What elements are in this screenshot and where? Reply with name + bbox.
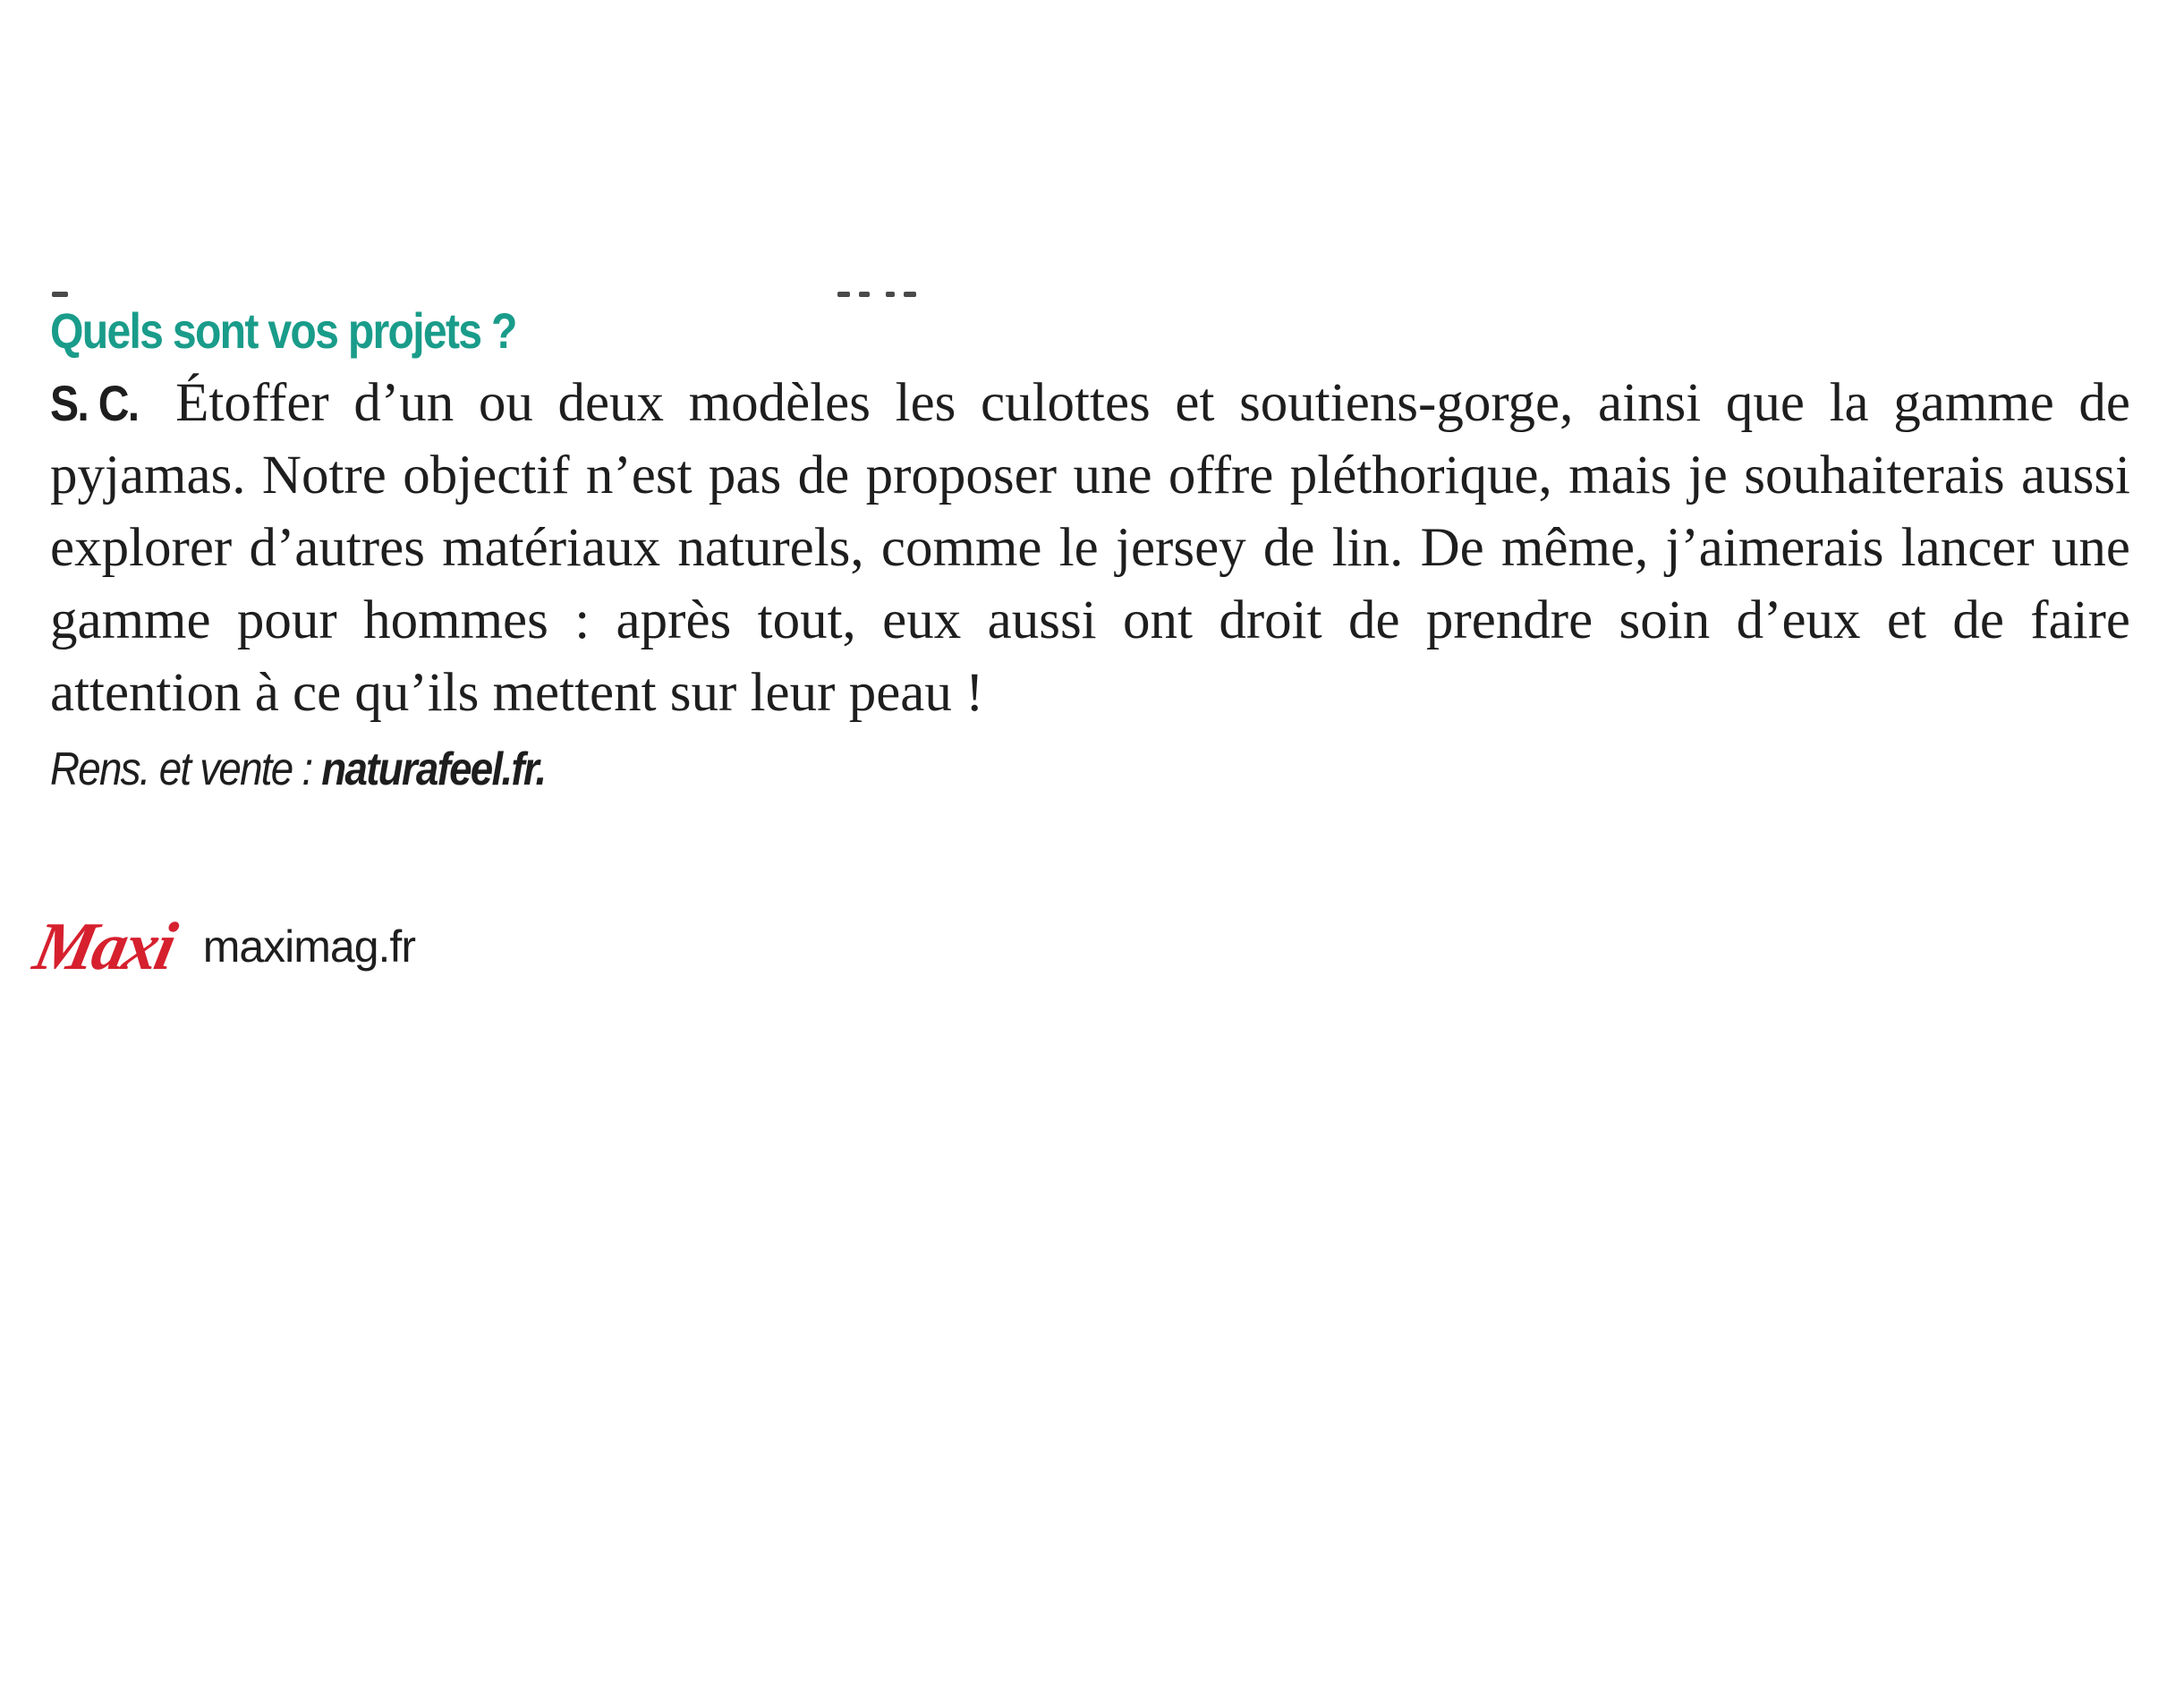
article-excerpt: [50, 295, 2130, 801]
info-label: Rens. et vente :: [50, 743, 312, 795]
footer: [28, 909, 415, 984]
info-line: [50, 738, 1881, 801]
answer-text: Étoffer d’un ou deux modèles les culottes et soutiens-gorge, ainsi que la gamme de pyjamas. Notre objectif n’est pas de proposer une offre pléthorique, mais je souhaiterais aussi explorer d’autres matériaux naturels, comme le jersey de lin. De même, j’aimerais lancer une gamme pour hommes : après tout, eux aussi ont droit de prendre soin d’eux et de faire attention à ce qu’ils mettent sur leur peau !: [50, 373, 2130, 723]
answer-paragraph: [50, 367, 2130, 729]
footer-site-link[interactable]: maximag.fr: [202, 921, 415, 972]
question-heading: Quels sont vos projets ?: [50, 302, 516, 359]
answer-initials: S. C.: [50, 375, 139, 431]
info-site-link[interactable]: naturafeel.fr.: [321, 743, 546, 795]
maxi-logo: Maxi: [28, 909, 181, 984]
